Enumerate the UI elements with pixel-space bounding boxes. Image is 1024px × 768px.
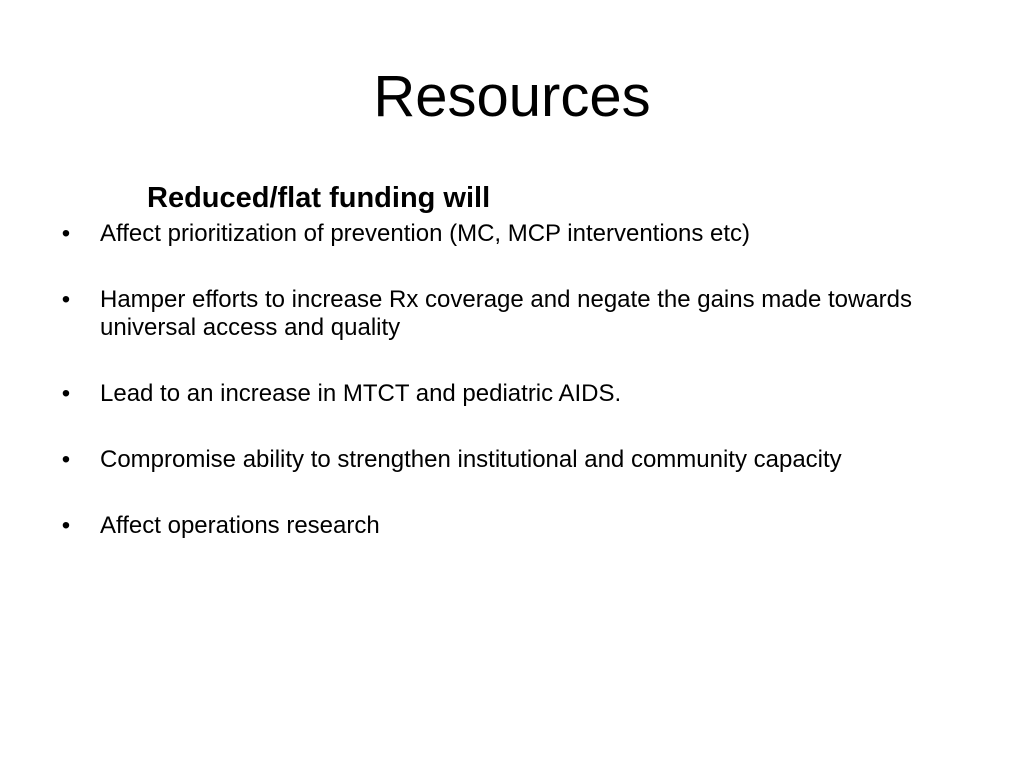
bullet-item: [56, 286, 976, 342]
bullet-text: Affect operations research: [100, 512, 380, 539]
bullet-icon: •: [61, 286, 71, 313]
bullet-icon: •: [61, 380, 71, 407]
bullet-icon: •: [61, 446, 71, 473]
bullet-item: [56, 220, 976, 248]
bullet-item: [56, 512, 976, 540]
bullet-text: Lead to an increase in MTCT and pediatric AIDS.: [100, 380, 622, 407]
bullet-item: [56, 446, 976, 474]
slide-title: Resources: [373, 64, 651, 129]
slide-subheading: Reduced/flat funding will: [147, 182, 491, 214]
bullet-text: Hamper efforts to increase Rx coverage and negate the gains made towards universal access and quality: [100, 286, 913, 341]
bullet-text: Compromise ability to strengthen institutional and community capacity: [100, 446, 842, 473]
bullet-text: Affect prioritization of prevention (MC, MCP interventions etc): [100, 220, 751, 247]
bullet-list: [56, 220, 976, 578]
bullet-icon: •: [61, 220, 71, 247]
bullet-item: [56, 380, 976, 408]
bullet-icon: •: [61, 512, 71, 539]
